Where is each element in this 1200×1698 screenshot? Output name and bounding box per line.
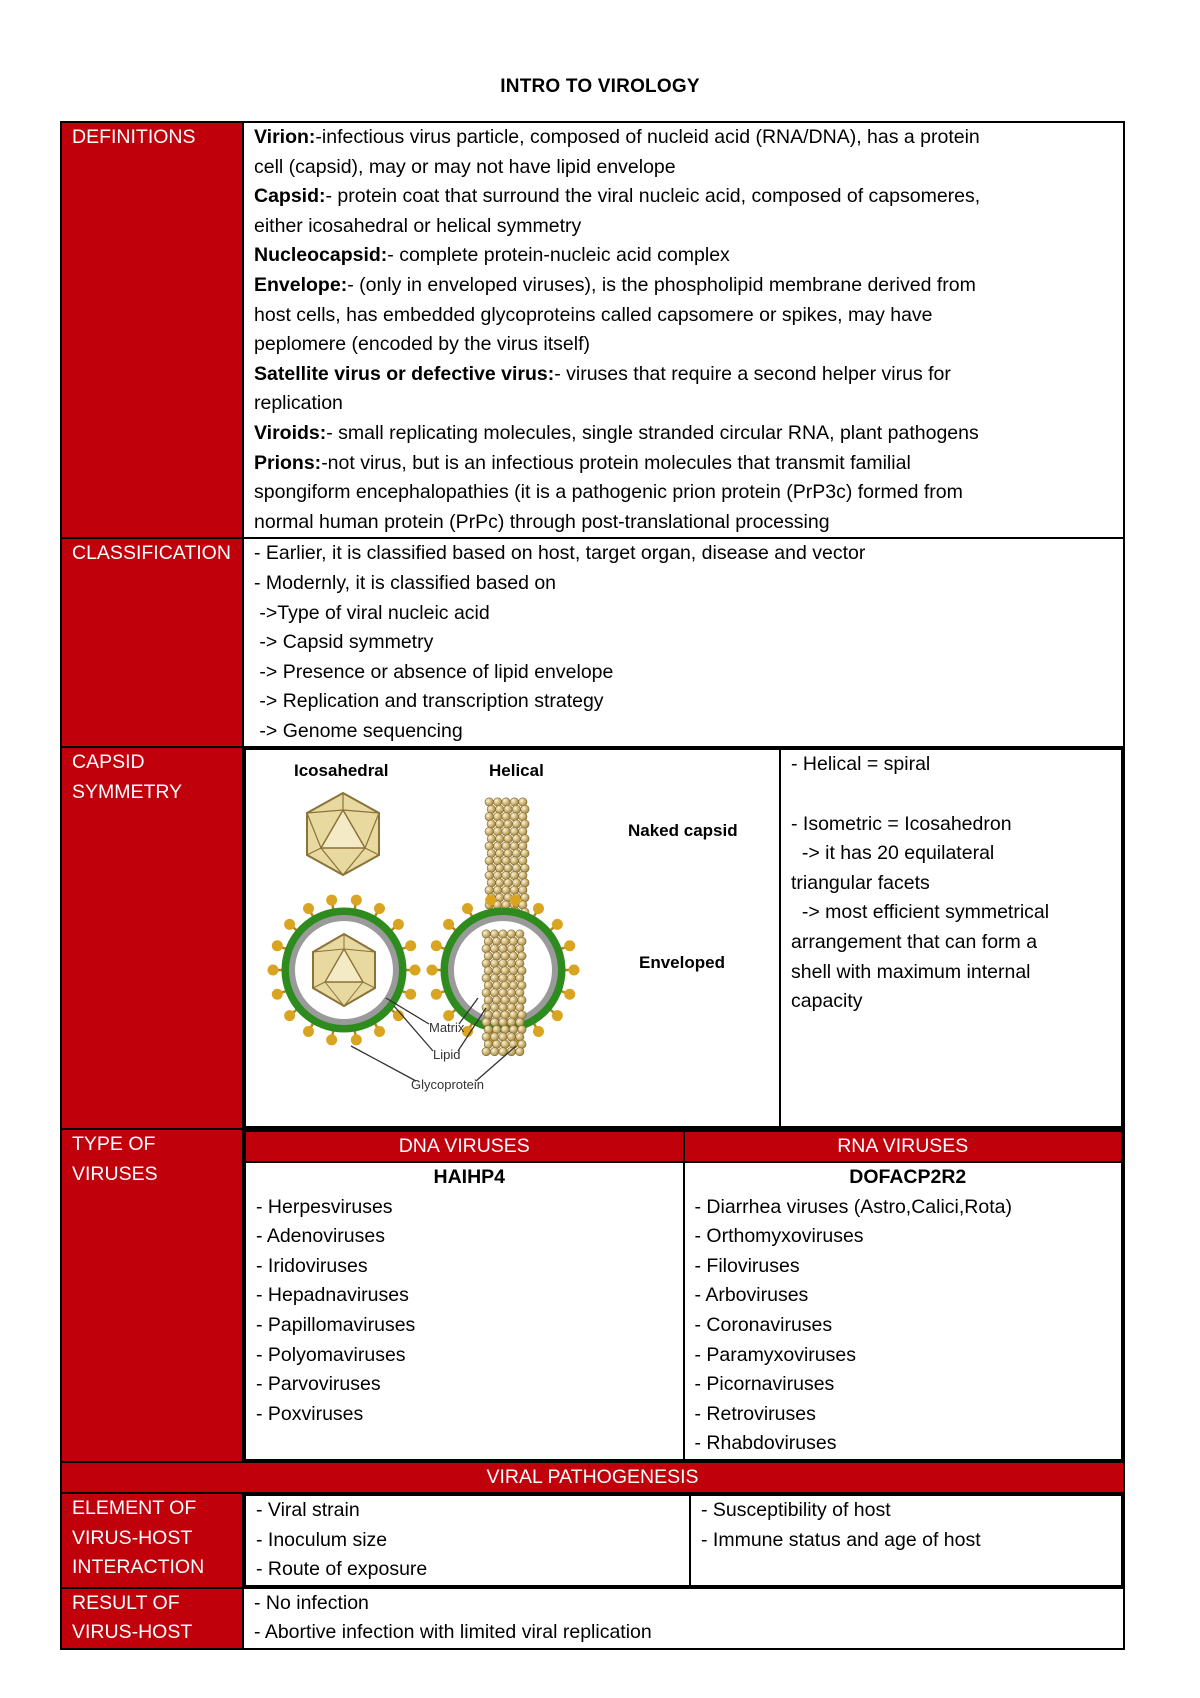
definitions-label: DEFINITIONS <box>61 122 243 538</box>
list-item: - Paramyxoviruses <box>694 1343 856 1366</box>
capsid-label: CAPSID SYMMETRY <box>61 747 243 1129</box>
pathogenesis-header-row <box>61 1462 1124 1493</box>
definition-term: Viroids: <box>254 421 327 444</box>
enveloped-icosahedral-virus-icon <box>268 895 421 1046</box>
types-label: TYPE OF VIRUSES <box>61 1129 243 1462</box>
dna-mnemonic: HAIHP4 <box>433 1166 506 1189</box>
naked-icosahedron-icon <box>307 793 379 875</box>
enveloped-label: Enveloped <box>639 953 725 973</box>
list-item: - Retroviruses <box>694 1402 816 1425</box>
capsid-figure-cell <box>245 749 780 1127</box>
list-item: - Parvoviruses <box>256 1373 381 1396</box>
icosahedral-label: Icosahedral <box>294 761 389 781</box>
definition-term: Virion: <box>254 126 316 148</box>
list-item: - Poxviruses <box>256 1402 364 1425</box>
definition-term: Nucleocapsid: <box>254 244 388 267</box>
list-item: - Picornaviruses <box>694 1373 835 1396</box>
list-item: - Iridoviruses <box>256 1254 368 1277</box>
list-item: - Diarrhea viruses (Astro,Calici,Rota) <box>694 1195 1012 1218</box>
virology-table <box>60 121 1125 1650</box>
list-item: - Adenoviruses <box>256 1225 385 1248</box>
list-item: - Filoviruses <box>694 1254 800 1277</box>
list-item: - Polyomaviruses <box>256 1343 406 1366</box>
dna-viruses-list <box>245 1162 684 1460</box>
dna-viruses-header: DNA VIRUSES <box>245 1131 684 1162</box>
classification-content: - Earlier, it is classified based on host, target organ, disease and vector - Modernly, it is classified based on ->Type of viral nucleic acid -> Capsid symmetry -> Presence or absence of lipid envelope -> Replication and transcription strategy -> Genome sequencing <box>243 538 1124 747</box>
list-item: - Hepadnaviruses <box>256 1284 409 1307</box>
definitions-row <box>61 122 1124 538</box>
types-row <box>61 1129 1124 1462</box>
types-content <box>243 1129 1124 1462</box>
rna-viruses-list <box>684 1162 1123 1460</box>
classification-label: CLASSIFICATION <box>61 538 243 747</box>
element-content: - Viral strain - Inoculum size - Route of exposure - Susceptibility of host - Immune status and age of host <box>243 1493 1124 1588</box>
classification-row <box>61 538 1124 747</box>
list-item: - Arboviruses <box>694 1284 809 1307</box>
glycoprotein-label: Glycoprotein <box>411 1077 484 1093</box>
result-content: - No infection - Abortive infection with limited viral replication <box>243 1588 1124 1649</box>
definition-term: Prions: <box>254 451 322 474</box>
definition-term: Satellite virus or defective virus: <box>254 362 555 385</box>
result-label: RESULT OF VIRUS-HOST <box>61 1588 243 1649</box>
rna-mnemonic: DOFACP2R2 <box>849 1166 967 1189</box>
definitions-content: Virion:-infectious virus particle, composed of nucleid acid (RNA/DNA), has a protein cell (capsid), may or may not have lipid envelope Capsid:- protein coat that surround the viral nucleic acid, composed of capsomeres, either icosahedral or helical symmetry Nucleocapsid:- complete protein-nucleic acid complex Envelope:- (only in enveloped viruses), is the phospholipid membrane derived from host cells, has embedded glycoproteins called capsomere or spikes, may have peplomere (encoded by the virus itself) Satellite virus or defective virus:- viruses that require a second helper virus for replication Viroids:- small replicating molecules, single stranded circular RNA, plant pathogens Prions:-not virus, but is an infectious protein molecules that transmit familial spongiform encephalopathies (it is a pathogenic prion protein (PrP3c) formed from normal human protein (PrPc) through post-translational processing <box>243 122 1124 538</box>
page-title: INTRO TO VIROLOGY <box>500 76 700 97</box>
capsid-row <box>61 747 1124 1129</box>
element-label: ELEMENT OF VIRUS-HOST INTERACTION <box>61 1493 243 1588</box>
result-row <box>61 1588 1124 1649</box>
helical-label: Helical <box>489 761 544 781</box>
list-item: - Rhabdoviruses <box>694 1432 837 1455</box>
definition-term: Envelope: <box>254 273 348 296</box>
naked-capsid-label: Naked capsid <box>628 821 738 841</box>
list-item: - Coronaviruses <box>694 1314 833 1337</box>
rna-viruses-header: RNA VIRUSES <box>684 1131 1123 1162</box>
viral-pathogenesis-header: VIRAL PATHOGENESIS <box>61 1462 1124 1493</box>
capsid-content <box>243 747 1124 1129</box>
matrix-label: Matrix <box>429 1020 465 1036</box>
capsid-symmetry-figure <box>246 750 779 1116</box>
definition-term: Capsid: <box>254 185 326 208</box>
list-item: - Papillomaviruses <box>256 1314 416 1337</box>
lipid-label: Lipid <box>433 1047 461 1063</box>
capsid-notes: - Helical = spiral - Isometric = Icosahedron -> it has 20 equilateral triangular facets -> most efficient symmetrical arrangement that can form a shell with maximum internal capacity <box>780 749 1122 1127</box>
list-item: - Orthomyxoviruses <box>694 1225 864 1248</box>
list-item: - Herpesviruses <box>256 1195 393 1218</box>
element-row <box>61 1493 1124 1588</box>
